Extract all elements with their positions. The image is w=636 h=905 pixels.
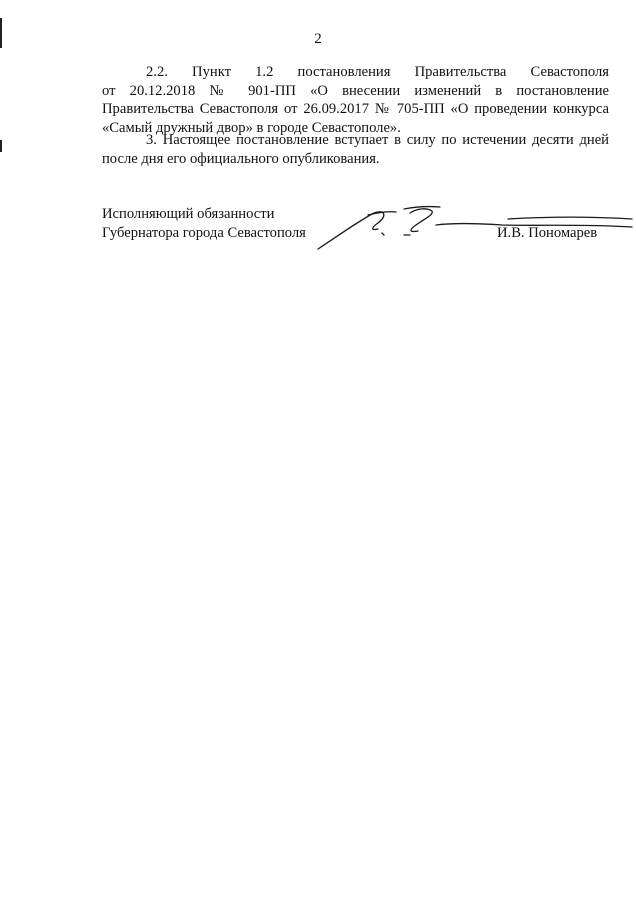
scan-mark [0, 140, 2, 152]
signatory-position [102, 205, 306, 243]
text-line: «Самый дружный двор» в городе Севастополе». [102, 119, 401, 136]
signatory-position-line1: Исполняющий обязанности [102, 206, 275, 222]
text-line: 2.2. Пункт 1.2 постановления Правительства Севастополя [146, 64, 609, 80]
signatory-name: И.В. Пономарев [497, 225, 598, 241]
page-number: 2 [314, 31, 322, 47]
text-line: от 20.12.2018 № 901-ПП «О внесении изменений в постановление [102, 82, 609, 99]
text-line: после дня его официального опубликования. [102, 150, 380, 167]
signatory-position-line2: Губернатора города Севастополя [102, 225, 306, 241]
text-line: 3. Настоящее постановление вступает в силу по истечении десяти дней [146, 132, 609, 148]
text-line: Правительства Севастополя от 26.09.2017 № 705-ПП «О проведении конкурса [102, 101, 609, 118]
paragraph-2-2 [102, 63, 609, 137]
paragraph-3 [102, 131, 609, 168]
